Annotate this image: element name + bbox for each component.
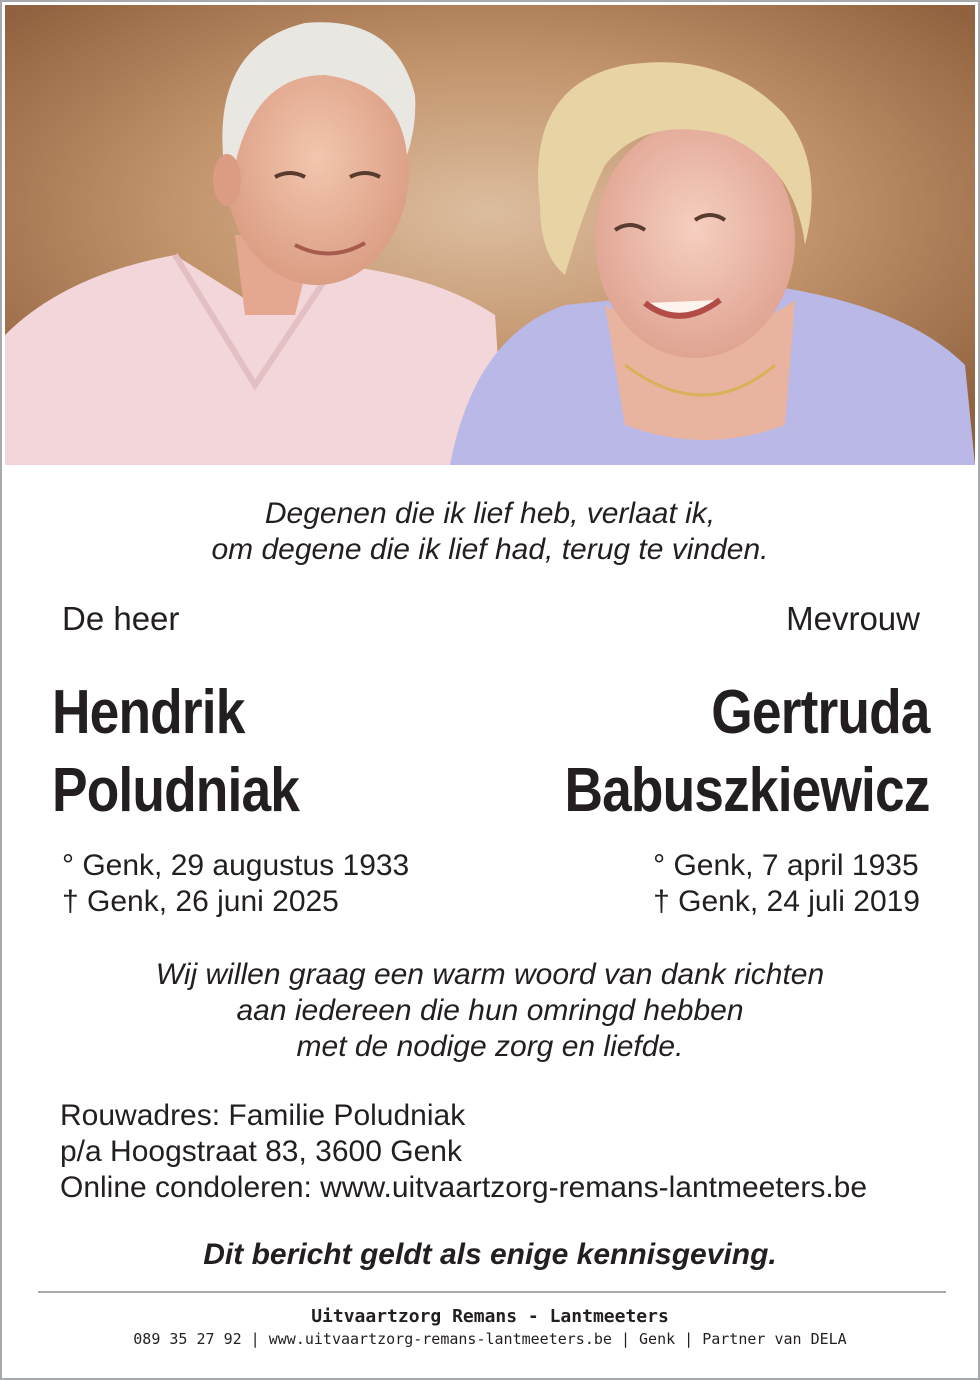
left-person-last-name: Poludniak	[52, 756, 300, 825]
opening-quote	[2, 496, 978, 568]
left-person-born: ° Genk, 29 augustus 1933	[62, 849, 410, 882]
left-person-dates	[62, 848, 409, 920]
address-line-2: p/a Hoogstraat 83, 3600 Genk	[60, 1135, 462, 1168]
opening-quote-line-1: Degenen die ik lief heb, verlaat ik,	[264, 497, 716, 530]
funeral-home-contact: 089 35 27 92 | www.uitvaartzorg-remans-lantmeeters.be | Genk | Partner van DELA	[133, 1330, 847, 1348]
footer-divider	[38, 1291, 946, 1293]
left-person-title: De heer	[62, 600, 180, 637]
right-person-first-name: Gertruda	[711, 678, 930, 747]
left-person-first-name: Hendrik	[52, 678, 245, 747]
mourning-address	[60, 1098, 867, 1206]
left-person-name	[52, 674, 299, 830]
right-person-name	[565, 674, 930, 830]
address-line-3: Online condoleren: www.uitvaartzorg-remans-lantmeeters.be	[60, 1171, 868, 1204]
address-line-1: Rouwadres: Familie Poludniak	[60, 1099, 466, 1132]
thank-you-line-1: Wij willen graag een warm woord van dank richten	[155, 958, 825, 991]
thank-you-line-3: met de nodige zorg en liefde.	[296, 1030, 684, 1063]
thank-you-line-2: aan iedereen die hun omringd hebben	[236, 994, 744, 1027]
right-person-born: ° Genk, 7 april 1935	[653, 849, 919, 882]
couple-photo	[5, 5, 975, 465]
right-person-dates	[653, 848, 920, 920]
notice-text: Dit bericht geldt als enige kennisgeving.	[203, 1238, 777, 1271]
funeral-home-name: Uitvaartzorg Remans - Lantmeeters	[311, 1306, 669, 1327]
right-person-title: Mevrouw	[786, 600, 920, 637]
right-person-died: † Genk, 24 juli 2019	[653, 885, 920, 918]
opening-quote-line-2: om degene die ik lief had, terug te vinden.	[211, 533, 769, 566]
left-person-died: † Genk, 26 juni 2025	[62, 885, 339, 918]
thank-you-message	[2, 957, 978, 1065]
couple-portrait-illustration	[5, 5, 975, 465]
right-person-last-name: Babuszkiewicz	[564, 756, 930, 825]
